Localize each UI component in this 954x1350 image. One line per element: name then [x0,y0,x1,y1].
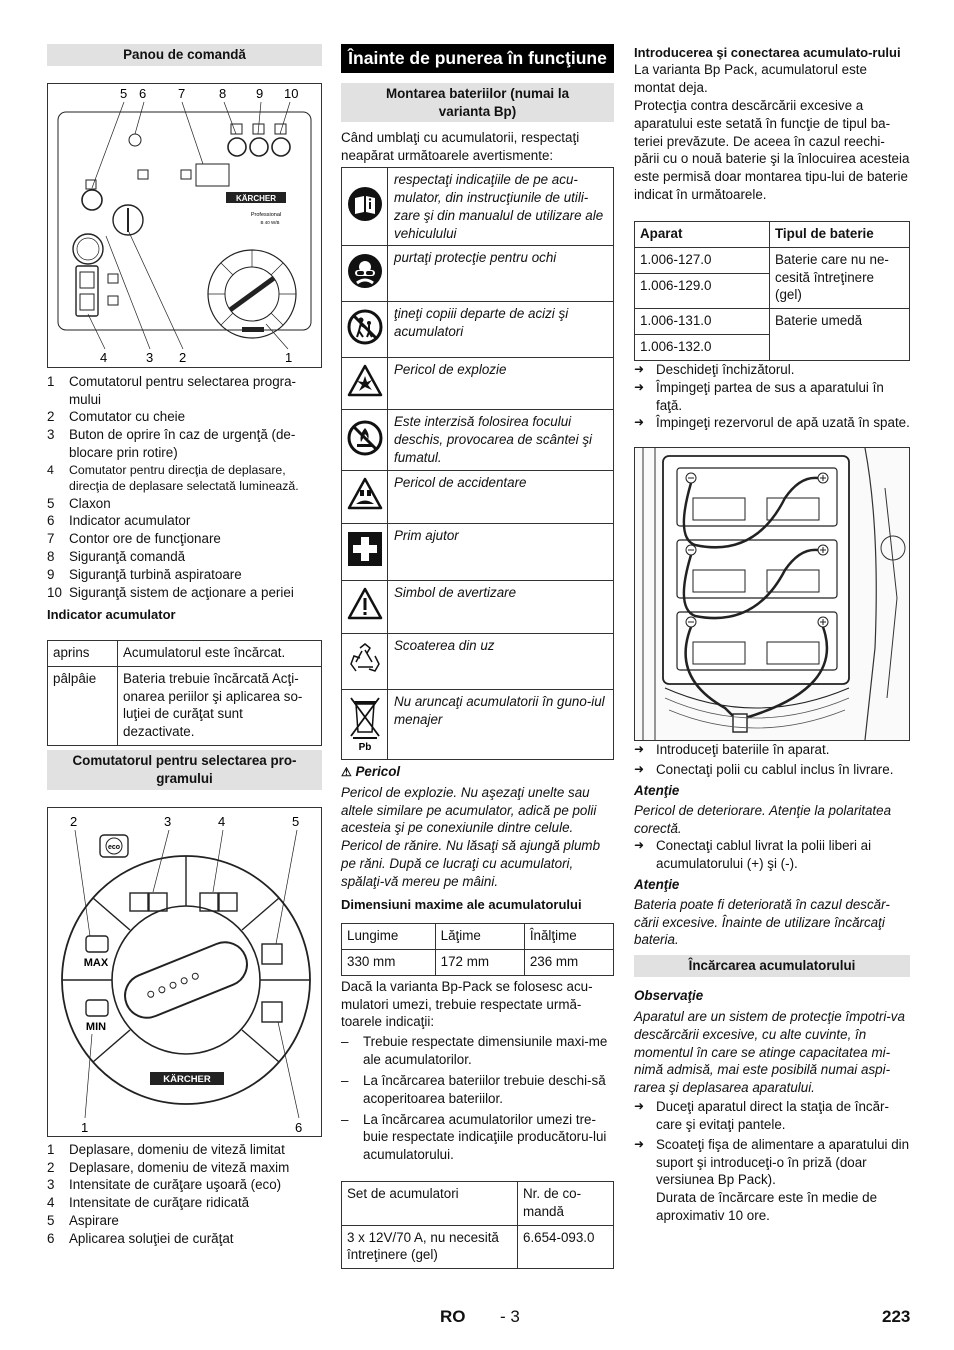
table-cell: pâlpâie [48,666,118,745]
list-item: – La încărcarea acumulatorilor umezi tre-buie respectate indicaţiile producătoru-lui acumulatorului. [341,1111,607,1163]
table-row [342,1225,614,1269]
warnings-table [341,167,614,760]
table-header: Nr. de co-mandă [518,1182,614,1226]
danger-label: ⚠ Pericol [341,763,401,779]
selector-brand: KÄRCHER [163,1073,211,1085]
list-item: 1 Deplasare, domeniu de viteză limitat [47,1141,285,1157]
list-item: 5 Aspirare [47,1213,119,1229]
table-row [342,924,614,950]
steps-list-4 [634,1098,910,1189]
list-item: 2 Comutator cu cheie [47,409,186,425]
panel-brand-sub: Professional [250,211,282,218]
attention-text-1: Pericol de deteriorare. Atenţie la polaritatea corectă. [634,802,892,836]
table-cell: Bateria trebuie încărcată Acţi-onarea periilor şi aplicarea so-luţiei de curăţat sunt dezactivate. [118,666,322,745]
list-item: – Trebuie respectate dimensiunile maxi-me ale acumulatorilor. [341,1034,608,1068]
list-item: ➜ Scoateţi fişa de alimentare a aparatului din suport şi introduceţi-o în priză (doar versiunea Bp Pack). [634,1136,910,1188]
footer-page-number: 223 [882,1307,911,1326]
fig-num-5: 5 [120,85,128,101]
program-selector-drawing [48,808,321,1136]
arrow-icon: ➜ [634,838,645,853]
list-item: 4 Comutator pentru direcţia de deplasare, direcţia de deplasare selectată luminează. [47,462,299,494]
fig-num-1: 1 [81,1119,89,1135]
arrow-icon: ➜ [634,742,645,757]
dims-table [341,923,614,976]
list-item: 5 Claxon [47,495,111,511]
footer-lang: RO [440,1307,466,1326]
warning-text: respectaţi indicaţiile de pe acu-mulator, din instrucţiunile de utili-zare şi din manualul de utilizare ale vehiculului [388,168,614,246]
first-aid-icon [347,531,383,567]
arrow-icon: ➜ [634,361,645,376]
fig-num-6: 6 [295,1119,303,1135]
list-item: 7 Contor ore de funcţionare [47,531,221,547]
manual-icon [347,186,383,222]
table-cell: Acumulatorul este încărcat. [118,640,322,666]
control-panel-drawing [48,84,321,367]
no-fire-icon [347,420,383,456]
table-row [342,689,614,759]
table-header: Aparat [635,221,770,247]
panel-brand: KÄRCHER [236,193,276,203]
table-row [342,410,614,470]
warning-text: Simbol de avertizare [388,580,614,633]
warning-text: Pericol de explozie [388,358,614,410]
list-item: 3 Buton de oprire în caz de urgenţă (de-blocare prin rotire) [47,427,296,461]
attention-label-1: Atenţie [634,782,680,798]
fig-num-8: 8 [219,85,227,101]
fig-num-6: 6 [139,85,147,101]
warning-text: Prim ajutor [388,523,614,580]
list-item: 1 Comutatorul pentru selectarea progra-mului [47,373,297,407]
steps-list-1 [634,361,910,432]
panel-model: B 40 W/B [260,219,280,225]
table-cell: 236 mm [524,949,613,975]
list-item: ➜ Împingeţi partea de sus a aparatului în faţă. [634,379,884,413]
list-item: ➜ Introduceţi bateriile în aparat. [634,742,830,758]
table-row [635,309,910,335]
table-cell: Baterie umedă [770,309,910,361]
note-label: Observaţie [634,988,704,1004]
program-selector-figure [47,807,322,1137]
panel-legend-list [47,373,322,602]
fig-num-4: 4 [218,813,226,829]
table-cell: 1.006-129.0 [635,274,770,309]
danger-text: Pericol de explozie. Nu aşezaţi unelte sau altele similare pe acumulator, adică pe polii acesteia şi pe conexiunile dintre celule. Pericol de rănire. Nu lăsaţi să ajungă plumb pe răni. După ce lucraţi cu acumulatori, spălaţi-vă mereu pe mâini. [341,784,601,889]
intro-text: Când umblaţi cu acumulatorii, respectaţi neapărat următoarele avertismente: [341,130,580,164]
arrow-icon: ➜ [634,415,645,430]
table-header: Lungime [342,924,436,950]
steps-list-3 [634,837,910,873]
table-row [342,470,614,523]
table-row [342,580,614,633]
program-section-title: Comutatorul pentru selectarea pro-gramului [47,750,322,790]
warning-triangle-icon: ⚠ [341,764,352,779]
table-row [342,246,614,302]
fig-num-3: 3 [146,349,154,365]
battery-installation-drawing [635,448,909,740]
fig-num-1: 1 [285,349,293,365]
fig-num-3: 3 [164,813,172,829]
table-header: Set de acumulatori [342,1182,518,1226]
fig-num-4: 4 [100,349,108,365]
list-item: 6 Indicator acumulator [47,513,191,529]
table-cell: 172 mm [435,949,524,975]
wet-intro: Dacă la varianta Bp-Pack se folosesc acu-mulatori umezi, trebuie respectate urmă-toarele indicaţii: [341,978,593,1030]
arrow-icon: ➜ [634,762,645,777]
connect-text: La varianta Bp Pack, acumulatorul este montat deja. Protecţia contra descărcării excesive a aparatului este setată în funcţie de tipul ba-teriei prevăzute. De aceea în cazul reechi-pării cu o nouă baterie şi la înlocuirea acesteia este permisă doar montarea tipu-lui de baterie indicat în următoarele. [634,62,910,203]
list-item: 9 Siguranţă turbină aspiratoare [47,566,242,582]
table-row [635,247,910,273]
acid-icon [347,477,383,511]
explosion-icon [347,364,383,398]
list-item: ➜ Duceţi aparatul direct la staţia de încăr-care şi evitaţi pantele. [634,1099,889,1132]
mount-section-title: Montarea bateriilor (numai la varianta Bp) [341,83,614,123]
list-item: 10 Siguranţă sistem de acţionare a periei [47,584,294,600]
wet-list [341,1033,614,1164]
table-row [342,168,614,246]
list-item: ➜ Conectaţi polii cu cablul inclus în livrare. [634,762,894,778]
fig-num-9: 9 [256,85,264,101]
table-row [342,949,614,975]
min-label: MIN [85,1020,107,1033]
fig-num-2: 2 [70,813,78,829]
table-cell: 330 mm [342,949,436,975]
table-row [342,633,614,689]
table-cell: 1.006-131.0 [635,309,770,335]
battery-set-table [341,1181,614,1269]
warning-icon [347,587,383,621]
fig-num-10: 10 [284,85,299,101]
table-header: Tipul de baterie [770,221,910,247]
main-section-title: Înainte de punerea în funcţiune [341,44,614,73]
table-header: Înălţime [524,924,613,950]
arrow-icon: ➜ [634,379,645,394]
panel-section-title: Panou de comandă [47,44,322,66]
attention-label-2: Atenţie [634,876,680,892]
fig-num-7: 7 [178,85,186,101]
arrow-icon: ➜ [634,1099,645,1114]
list-item: ➜ Împingeţi rezervorul de apă uzată în spate. [634,415,910,431]
warning-text: purtaţi protecţie pentru ochi [388,246,614,302]
list-item: 3 Intensitate de curăţare uşoară (eco) [47,1177,282,1193]
list-item: – La încărcarea bateriilor trebuie deschi-să acoperitoarea bateriilor. [341,1072,606,1106]
table-row [342,1182,614,1226]
arrow-icon: ➜ [634,1136,645,1151]
battery-installation-figure [634,447,910,741]
fig-num-2: 2 [179,349,187,365]
list-item: 4 Intensitate de curăţare ridicată [47,1195,250,1211]
charge-section-title: Încărcarea acumulatorului [634,955,910,977]
table-cell: 1.006-132.0 [635,335,770,361]
table-row [342,358,614,410]
list-item: ➜ Conectaţi cablul livrat la polii liberi ai acumulatorului (+) şi (-). [634,838,872,872]
footer-local-page: - 3 [500,1307,520,1326]
table-header: Lăţime [435,924,524,950]
control-panel-figure [47,83,322,368]
list-item: 8 Siguranţă comandă [47,549,186,565]
battery-type-table [634,221,910,361]
table-row [342,523,614,580]
connect-title: Introducerea şi conectarea acumulato-rului [634,45,901,60]
table-row [48,666,322,745]
table-cell: aprins [48,640,118,666]
program-legend-list [47,1141,322,1248]
goggles-icon [347,253,383,289]
max-label: MAX [83,956,109,969]
list-item: 6 Aplicarea soluţiei de curăţat [47,1230,234,1246]
table-cell: 3 x 12V/70 A, nu necesită întreţinere (gel) [342,1225,518,1269]
battery-indicator-title: Indicator acumulator [47,606,176,622]
column-2 [341,44,614,1269]
table-row [48,640,322,666]
column-3 [634,44,910,1225]
warning-text: Nu aruncaţi acumulatorii în guno-iul menajer [388,689,614,759]
bin-icon [347,692,383,752]
table-row [342,302,614,358]
battery-indicator-table [47,640,322,746]
list-item: 2 Deplasare, domeniu de viteză maxim [47,1159,290,1175]
children-icon [347,309,383,345]
column-1 [47,44,322,1248]
eco-label: eco [107,843,121,851]
charge-duration: Durata de încărcare este în medie de aproximativ 10 ore. [656,1190,878,1224]
warning-text: Pericol de accidentare [388,470,614,523]
bin-pb-label: Pb [358,741,371,752]
fig-num-5: 5 [292,813,300,829]
table-cell: 1.006-127.0 [635,247,770,273]
table-row [635,221,910,247]
attention-text-2: Bateria poate fi deteriorată în cazul descăr-cării excesive. Înainte de utilizare încărcaţi bateria. [634,896,890,948]
list-item: ➜ Deschideţi închizătorul. [634,361,795,377]
recycle-icon [347,642,383,676]
steps-list-2 [634,741,910,779]
note-text: Aparatul are un sistem de protecţie împotri-va descărcării excesive, cu alte cuvinte, în momentul în care se atinge capacitatea mi-nimă admisă, mai este posibilă numai aspi-rarea şi deplasarea aparatului. [634,1008,905,1096]
dims-title: Dimensiuni maxime ale acumulatorului [341,896,582,912]
table-cell: Baterie care nu ne-cesită întreţinere (gel) [770,247,910,308]
warning-text: Scoaterea din uz [388,633,614,689]
warning-text: ţineţi copiii departe de acizi şi acumulatori [388,302,614,358]
warning-text: Este interzisă folosirea focului deschis, provocarea de scântei şi fumatul. [388,410,614,470]
table-cell: 6.654-093.0 [518,1225,614,1269]
